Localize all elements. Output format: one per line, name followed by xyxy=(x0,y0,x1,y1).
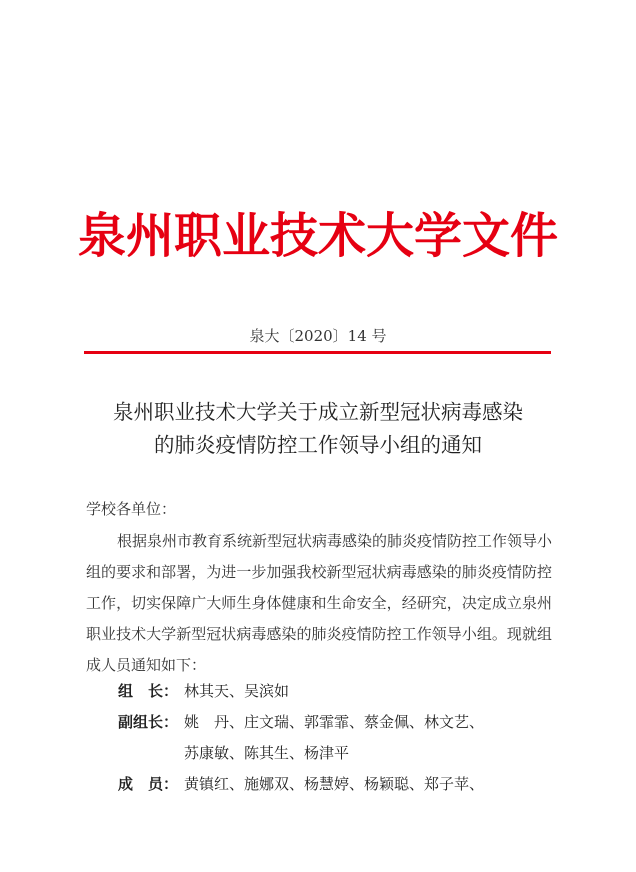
document-number: 泉大〔2020〕14 号 xyxy=(249,327,387,345)
leader-label: 组 长： xyxy=(118,682,179,700)
notice-title-line-1: 泉州职业技术大学关于成立新型冠状病毒感染 xyxy=(113,400,523,424)
member-names: 黄镇红、施娜双、杨慧婷、杨颖聪、郑子苹、 xyxy=(184,775,485,793)
notice-title-line-2: 的肺炎疫情防控工作领导小组的通知 xyxy=(154,433,482,457)
deputy-names xyxy=(184,707,558,769)
document-header-title: 泉州职业技术大学文件 xyxy=(77,208,558,264)
member-list xyxy=(118,676,558,800)
deputy-names-line-1: 姚 丹、庄文瑞、郭霏霏、蔡金佩、林文艺、 xyxy=(184,713,485,731)
body-paragraph: 根据泉州市教育系统新型冠状病毒感染的肺炎疫情防控工作领导小组的要求和部署，为进一步加强我校新型冠状病毒感染的肺炎疫情防控工作，切实保障广大师生身体健康和生命安全，经研究，决定成立泉州职业技术大学新型冠状病毒感染的肺炎疫情防控工作领导小组。现就组成人员通知如下： xyxy=(86,532,553,674)
red-divider-line xyxy=(84,351,551,354)
deputy-names-line-2: 苏康敏、陈其生、杨津平 xyxy=(184,744,350,762)
deputy-row xyxy=(118,707,558,769)
notice-title xyxy=(0,396,636,462)
member-label: 成 员： xyxy=(118,775,179,793)
leader-row xyxy=(118,676,558,707)
leader-names: 林其天、吴滨如 xyxy=(184,682,290,700)
notice-body xyxy=(86,526,552,681)
salutation: 学校各单位： xyxy=(86,500,177,518)
deputy-label: 副组长： xyxy=(118,713,179,731)
member-row xyxy=(118,769,558,800)
